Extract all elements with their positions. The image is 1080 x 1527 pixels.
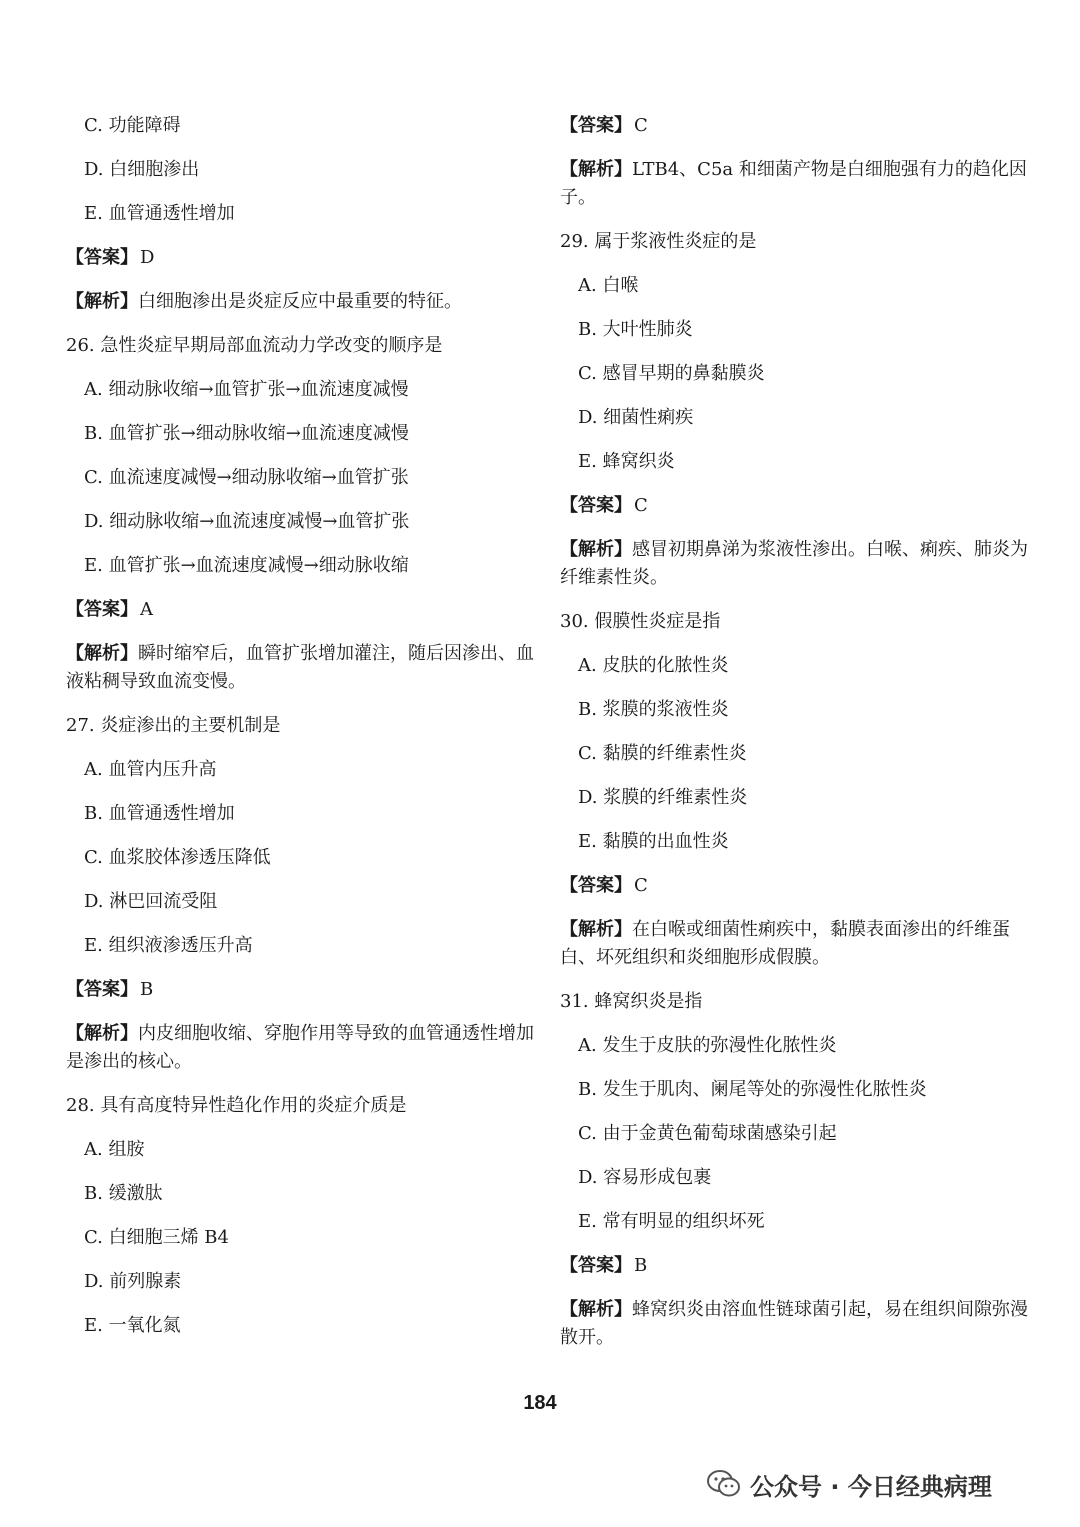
answer-value: B [140, 979, 154, 1000]
q30-option-a: A. 皮肤的化脓性炎 [578, 655, 729, 676]
answer-value: D [140, 247, 155, 268]
q28-option-d: D. 前列腺素 [84, 1271, 182, 1292]
explanation-text: LTB4、C5a 和细菌产物是白细胞强有力的趋化因子。 [560, 159, 1027, 208]
q31-option-d: D. 容易形成包裹 [578, 1167, 712, 1188]
option-c: C. 功能障碍 [84, 115, 181, 136]
q30-option-e: E. 黏膜的出血性炎 [578, 831, 729, 852]
explanation-text: 蜂窝织炎由溶血性链球菌引起，易在组织间隙弥漫散开。 [560, 1299, 1028, 1348]
question-28-stem: 28. 具有高度特异性趋化作用的炎症介质是 [66, 1095, 407, 1116]
answer-value: C [634, 495, 648, 516]
q31-option-e: E. 常有明显的组织坏死 [578, 1211, 765, 1232]
q30-option-b: B. 浆膜的浆液性炎 [578, 699, 729, 720]
q27-option-c: C. 血浆胶体渗透压降低 [84, 847, 271, 868]
q31-explanation [560, 1296, 1030, 1352]
explanation-label: 【解析】 [560, 1299, 632, 1320]
q27-answer [66, 976, 536, 1004]
q29-option-a: A. 白喉 [578, 275, 639, 296]
wechat-icon [706, 1469, 742, 1499]
answer-label: 【答案】 [560, 115, 632, 136]
q26-option-d: D. 细动脉收缩→血流速度减慢→血管扩张 [84, 511, 410, 532]
q28-answer [560, 112, 1030, 140]
q27-explanation [66, 1020, 536, 1076]
q29-option-d: D. 细菌性痢疾 [578, 407, 694, 428]
q28-option-a: A. 组胺 [84, 1139, 145, 1160]
q28-option-b: B. 缓激肽 [84, 1183, 163, 1204]
answer-value: C [634, 115, 648, 136]
q28-option-c: C. 白细胞三烯 B4 [84, 1227, 229, 1248]
answer-value: A [140, 599, 153, 620]
q28-explanation [560, 156, 1030, 212]
q30-explanation [560, 916, 1030, 972]
answer-value: B [634, 1255, 648, 1276]
question-27-stem: 27. 炎症渗出的主要机制是 [66, 715, 281, 736]
q27-option-a: A. 血管内压升高 [84, 759, 217, 780]
explanation-text: 内皮细胞收缩、穿胞作用等导致的血管通透性增加是渗出的核心。 [66, 1023, 534, 1072]
answer-label: 【答案】 [560, 495, 632, 516]
q27-option-b: B. 血管通透性增加 [84, 803, 235, 824]
q31-option-a: A. 发生于皮肤的弥漫性化脓性炎 [578, 1035, 837, 1056]
explanation-label: 【解析】 [66, 1023, 138, 1044]
answer-label: 【答案】 [560, 1255, 632, 1276]
explanation-label: 【解析】 [66, 643, 138, 664]
q28-option-e: E. 一氧化氮 [84, 1315, 181, 1336]
q27-option-d: D. 淋巴回流受阻 [84, 891, 218, 912]
q29-option-e: E. 蜂窝织炎 [578, 451, 675, 472]
q30-answer [560, 872, 1030, 900]
q26-option-c: C. 血流速度减慢→细动脉收缩→血管扩张 [84, 467, 409, 488]
q31-option-b: B. 发生于肌肉、阑尾等处的弥漫性化脓性炎 [578, 1079, 927, 1100]
page-number: 184 [523, 1392, 557, 1414]
option-d: D. 白细胞渗出 [84, 159, 200, 180]
explanation-label: 【解析】 [560, 159, 632, 180]
explanation-line [66, 288, 536, 316]
explanation-label: 【解析】 [560, 539, 632, 560]
question-29-stem: 29. 属于浆液性炎症的是 [560, 231, 757, 252]
explanation-text: 在白喉或细菌性痢疾中，黏膜表面渗出的纤维蛋白、坏死组织和炎细胞形成假膜。 [560, 919, 1010, 968]
q29-option-b: B. 大叶性肺炎 [578, 319, 693, 340]
answer-label: 【答案】 [560, 875, 632, 896]
explanation-text: 感冒初期鼻涕为浆液性渗出。白喉、痢疾、肺炎为纤维素性炎。 [560, 539, 1028, 588]
q31-option-c: C. 由于金黄色葡萄球菌感染引起 [578, 1123, 837, 1144]
q30-option-c: C. 黏膜的纤维素性炎 [578, 743, 747, 764]
answer-label: 【答案】 [66, 247, 138, 268]
answer-line [66, 244, 536, 272]
left-column [66, 112, 536, 1356]
q26-explanation [66, 640, 536, 696]
q27-option-e: E. 组织液渗透压升高 [84, 935, 253, 956]
q29-option-c: C. 感冒早期的鼻黏膜炎 [578, 363, 765, 384]
q31-answer [560, 1252, 1030, 1280]
explanation-label: 【解析】 [560, 919, 632, 940]
watermark [706, 1462, 1056, 1506]
explanation-text: 白细胞渗出是炎症反应中最重要的特征。 [138, 291, 462, 312]
watermark-text: 公众号 · 今日经典病理 [750, 1472, 992, 1501]
q30-option-d: D. 浆膜的纤维素性炎 [578, 787, 748, 808]
q29-answer [560, 492, 1030, 520]
answer-value: C [634, 875, 648, 896]
q26-option-e: E. 血管扩张→血流速度减慢→细动脉收缩 [84, 555, 409, 576]
explanation-label: 【解析】 [66, 291, 138, 312]
question-31-stem: 31. 蜂窝织炎是指 [560, 991, 703, 1012]
q26-answer [66, 596, 536, 624]
question-30-stem: 30. 假膜性炎症是指 [560, 611, 721, 632]
option-e: E. 血管通透性增加 [84, 203, 235, 224]
right-column [560, 112, 1030, 1368]
q26-option-a: A. 细动脉收缩→血管扩张→血流速度减慢 [84, 379, 409, 400]
answer-label: 【答案】 [66, 599, 138, 620]
question-26-stem: 26. 急性炎症早期局部血流动力学改变的顺序是 [66, 335, 443, 356]
q29-explanation [560, 536, 1030, 592]
q26-option-b: B. 血管扩张→细动脉收缩→血流速度减慢 [84, 423, 409, 444]
answer-label: 【答案】 [66, 979, 138, 1000]
explanation-text: 瞬时缩窄后，血管扩张增加灌注，随后因渗出、血液粘稠导致血流变慢。 [66, 643, 534, 692]
